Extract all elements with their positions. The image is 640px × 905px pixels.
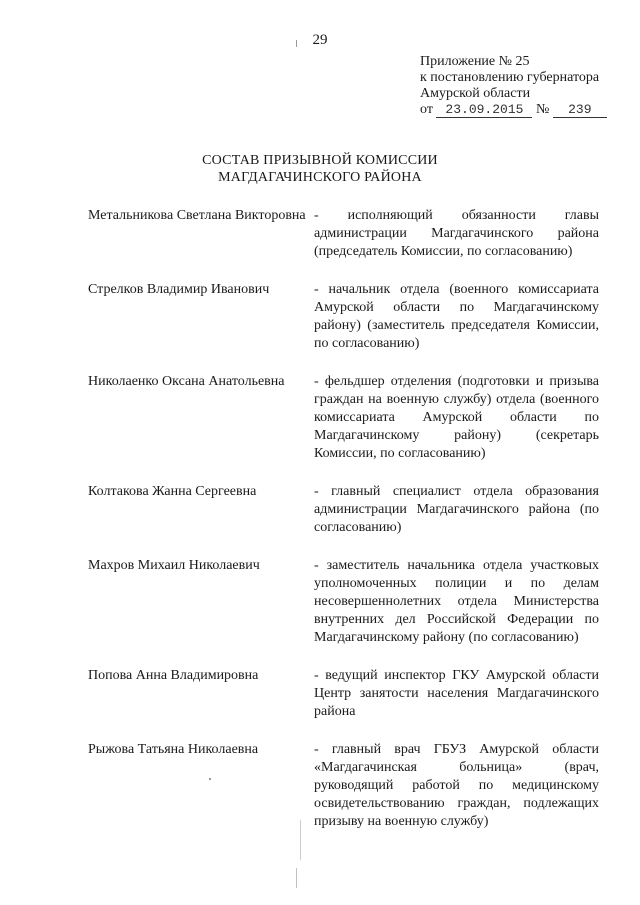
member-row — [88, 483, 608, 537]
member-role: - исполняющий обязанности главы администрации Магдагачинского района (председатель Комиссии, по согласованию) — [314, 208, 599, 259]
scan-artifact — [300, 820, 301, 860]
appendix-block — [420, 54, 607, 118]
member-role: - начальник отдела (военного комиссариата Амурской области по Магдагачинскому району) (заместитель председателя Комиссии, по согласованию) — [314, 282, 599, 351]
appendix-reference: к постановлению губернатора — [420, 70, 600, 85]
decree-number: 239 — [553, 103, 607, 118]
member-name: Попова Анна Владимировна — [88, 668, 259, 683]
document-title — [0, 152, 640, 186]
commission-members-list — [88, 207, 608, 831]
scan-artifact — [296, 40, 297, 47]
member-name: Метальникова Светлана Викторовна — [88, 208, 306, 223]
member-name: Колтакова Жанна Сергеевна — [88, 484, 257, 499]
scan-artifact — [209, 778, 211, 780]
scan-artifact — [296, 868, 297, 888]
decree-date: 23.09.2015 — [436, 103, 532, 118]
member-name: Махров Михаил Николаевич — [88, 558, 260, 573]
page-number: 29 — [312, 32, 328, 48]
member-name: Стрелков Владимир Иванович — [88, 282, 270, 297]
member-role: - главный врач ГБУЗ Амурской области «Магдагачинская больница» (врач, руководящий работой по медицинскому освидетельствованию граждан, подлежащих призыву на военную службу) — [314, 742, 599, 829]
appendix-title: Приложение № 25 — [420, 54, 530, 69]
number-prefix: № — [535, 102, 550, 117]
member-role: - фельдшер отделения (подготовки и призыва граждан на военную службу) отдела (военного комиссариата Амурской области по Магдагачинскому району) (секретарь Комиссии, по согласованию) — [314, 374, 599, 461]
member-role: - ведущий инспектор ГКУ Амурской области Центр занятости населения Магдагачинского района — [314, 668, 599, 719]
member-row — [88, 373, 608, 463]
member-name: Рыжова Татьяна Николаевна — [88, 742, 259, 757]
appendix-date-line — [420, 102, 607, 118]
member-row — [88, 741, 608, 831]
date-prefix: от — [420, 102, 433, 117]
member-row — [88, 281, 608, 353]
member-name: Николаенко Оксана Анатольевна — [88, 374, 285, 389]
appendix-region: Амурской области — [420, 86, 531, 101]
title-line-2: МАГДАГАЧИНСКОГО РАЙОНА — [218, 170, 422, 185]
member-role: - заместитель начальника отдела участковых уполномоченных полиции и по делам несовершеннолетних отдела Министерства внутренних дел Российской Федерации по Магдагачинскому району (по согласованию) — [314, 558, 599, 645]
title-line-1: СОСТАВ ПРИЗЫВНОЙ КОМИССИИ — [202, 153, 438, 168]
member-row — [88, 557, 608, 647]
member-row — [88, 207, 608, 261]
member-role: - главный специалист отдела образования администрации Магдагачинского района (по согласованию) — [314, 484, 599, 535]
member-row — [88, 667, 608, 721]
